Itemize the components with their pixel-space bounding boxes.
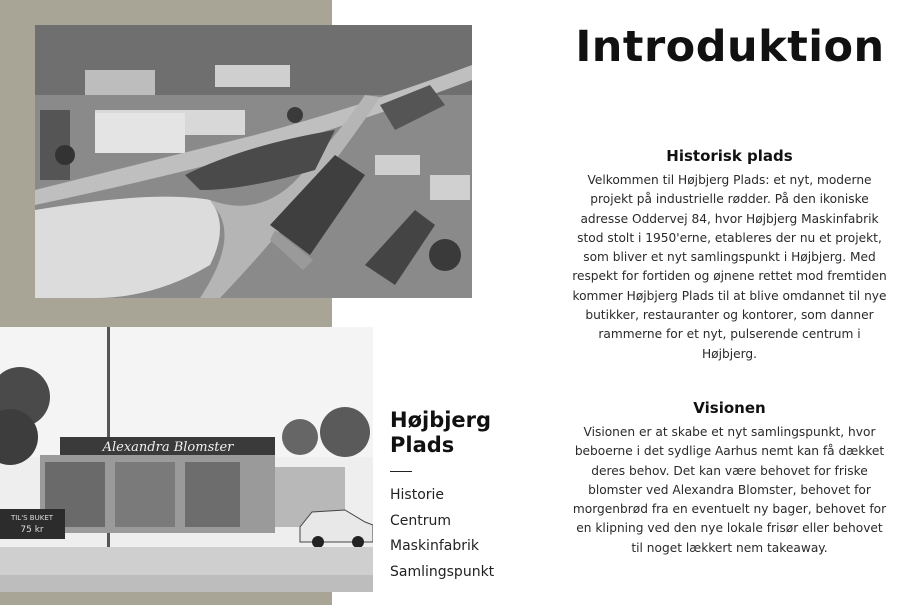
brand-block bbox=[390, 408, 520, 585]
nav-item-historie[interactable]: Historie bbox=[390, 487, 445, 503]
flower-shop-photo bbox=[0, 327, 373, 592]
brand-nav bbox=[390, 483, 520, 585]
brand-title bbox=[390, 408, 520, 458]
shop-board-price: 75 kr bbox=[20, 525, 44, 535]
nav-item-centrum[interactable]: Centrum bbox=[390, 512, 452, 529]
page-title: Introduktion bbox=[575, 22, 885, 72]
section-body: Velkommen til Højbjerg Plads: et nyt, moderne projekt på industrielle rødder. På den ikoniske adresse Oddervej 84, hvor Højbjerg Maskinfabrik stod stolt i 1950'erne, etableres der nu et projekt, som bliver et nyt samlingspunkt i Højbjerg. Med respekt for fortiden og øjnene rettet mod fremtiden kommer Højbjerg Plads til at blive omdannet til nye butikker, restauranter og kontorer, som danner rammerne for et nyt, pulserende centrum i Højbjerg. bbox=[572, 173, 887, 361]
brand-title-line-1: Højbjerg bbox=[390, 408, 492, 432]
nav-item-samlingspunkt[interactable]: Samlingspunkt bbox=[390, 563, 495, 580]
aerial-photo bbox=[35, 25, 472, 298]
brand-title-line-2: Plads bbox=[390, 433, 455, 457]
section-body: Visionen er at skabe et nyt samlingspunkt, hvor beboerne i det sydlige Aarhus nemt kan få dækket deres behov. Det kan være behovet for friske blomster ved Alexandra Blomster, behovet for morgenbrød fra en eventuelt ny bager, behovet for en klipning ved den nye lokale frisør eller behovet til noget lækkert nem takeaway. bbox=[572, 425, 887, 555]
shop-board-text: TIL'S BUKET bbox=[10, 514, 54, 522]
section-historisk-plads bbox=[572, 147, 887, 364]
section-heading: Historisk plads bbox=[666, 147, 793, 165]
shop-sign: Alexandra Blomster bbox=[102, 440, 234, 455]
section-visionen bbox=[572, 399, 887, 558]
brand-divider bbox=[390, 471, 412, 472]
nav-item-maskinfabrik[interactable]: Maskinfabrik bbox=[390, 538, 479, 554]
section-heading: Visionen bbox=[693, 399, 766, 417]
